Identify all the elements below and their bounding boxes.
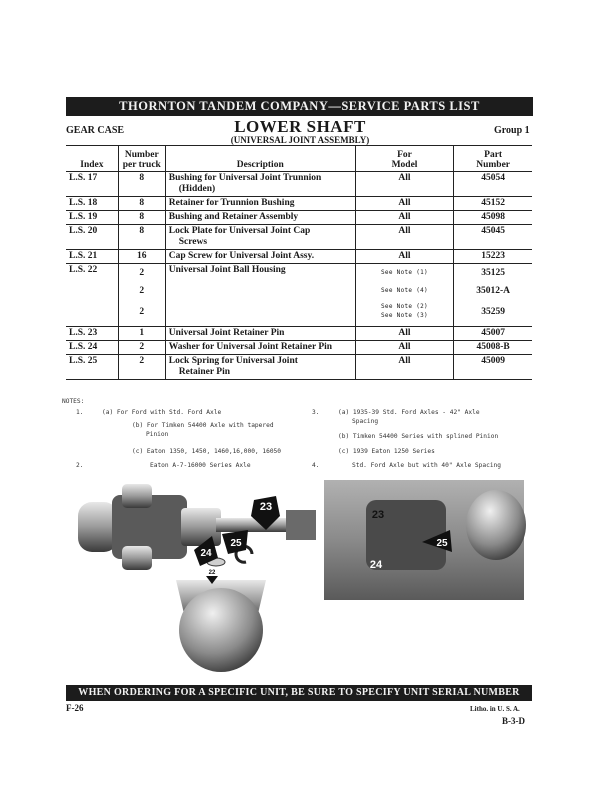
row-description-line: Universal Joint Retainer Pin: [168, 328, 285, 338]
note-text: Std. Ford Axle but with 40" Axle Spacing: [352, 462, 502, 469]
row-number: 2: [118, 355, 165, 380]
table-row: [66, 250, 532, 264]
row-number: 2: [139, 268, 145, 278]
table-row: [66, 172, 532, 197]
row-index: L.S. 18: [66, 197, 118, 211]
note-text: (b) Timken 54400 Series with splined Pinion: [338, 433, 499, 440]
section-label: GEAR CASE: [66, 125, 125, 136]
table-row: [66, 341, 532, 355]
col-number: Number per truck: [118, 146, 165, 172]
table-row: [66, 225, 532, 250]
row-part: 45009: [454, 355, 532, 380]
col-part: Part Number: [454, 146, 532, 172]
title-banner: THORNTON TANDEM COMPANY—SERVICE PARTS LIST: [66, 97, 533, 116]
row-index: L.S. 25: [66, 355, 118, 380]
row-model: See Note (1): [381, 269, 428, 276]
row-description-line: Lock Spring for Universal Joint: [168, 356, 298, 366]
note-number: 2.: [76, 462, 84, 469]
row-model: All: [355, 172, 454, 197]
row-model: See Note (2): [381, 303, 428, 310]
row-description-line: Bushing for Universal Joint Trunnion: [168, 173, 322, 183]
row-number: 8: [118, 211, 165, 225]
row-part: 35012-A: [476, 286, 511, 296]
row-model: All: [355, 327, 454, 341]
row-number: 8: [118, 225, 165, 250]
note-text: Eaton A-7-16000 Series Axle: [150, 462, 251, 469]
col-model: For Model: [355, 146, 454, 172]
exploded-joint-image: [78, 484, 316, 672]
row-number: 8: [118, 172, 165, 197]
row-index: L.S. 22: [66, 264, 118, 327]
row-index: L.S. 19: [66, 211, 118, 225]
row-model: See Note (4): [381, 287, 428, 294]
footer-banner: WHEN ORDERING FOR A SPECIFIC UNIT, BE SURE TO SPECIFY UNIT SERIAL NUMBER: [66, 685, 532, 701]
parts-table: [66, 145, 532, 380]
row-model: See Note (3): [381, 312, 428, 319]
col-index: Index: [66, 146, 118, 172]
callout-25: [222, 530, 248, 554]
row-description: [165, 341, 355, 355]
row-description-line: Cap Screw for Universal Joint Assy.: [168, 251, 315, 261]
note-number: 1.: [76, 409, 84, 416]
row-part: 45008-B: [454, 341, 532, 355]
svg-text:25: 25: [230, 538, 242, 549]
svg-text:22: 22: [208, 570, 216, 576]
row-model: All: [355, 225, 454, 250]
row-description: [165, 327, 355, 341]
note-text: (b) For Timken 54400 Axle with tapered: [132, 422, 274, 429]
note-text: (a) 1935-39 Std. Ford Axles - 42" Axle: [338, 409, 480, 416]
callout-23b: [372, 509, 384, 521]
svg-text:24: 24: [369, 559, 383, 571]
row-number: 2: [139, 307, 145, 317]
doc-code: B-3-D: [502, 716, 525, 726]
row-description: [165, 355, 355, 380]
row-part: 35259: [481, 307, 505, 317]
row-description-line: Retainer for Trunnion Bushing: [168, 198, 295, 208]
note-text: Spacing: [352, 418, 379, 425]
table-row: [66, 355, 532, 380]
table-row: [66, 197, 532, 211]
row-description: [165, 211, 355, 225]
note-text: Pinion: [146, 431, 169, 438]
note-text: (a) For Ford with Std. Ford Axle: [102, 409, 222, 416]
row-number: 8: [118, 197, 165, 211]
table-row: [66, 211, 532, 225]
svg-text:24: 24: [200, 548, 212, 559]
row-description: [165, 197, 355, 211]
litho-note: Litho. in U. S. A.: [470, 705, 520, 713]
row-description-line: (Hidden): [178, 184, 216, 194]
row-number: 2: [139, 286, 145, 296]
row-index: L.S. 17: [66, 172, 118, 197]
row-index: L.S. 20: [66, 225, 118, 250]
row-description: Universal Joint Ball Housing: [165, 264, 355, 327]
row-model: All: [355, 250, 454, 264]
row-part: 45054: [454, 172, 532, 197]
row-number: 1: [118, 327, 165, 341]
row-model: All: [355, 211, 454, 225]
table-row-ls22: [66, 264, 532, 327]
row-description: [165, 172, 355, 197]
row-index: L.S. 23: [66, 327, 118, 341]
svg-text:25: 25: [436, 538, 448, 549]
row-description-line: Screws: [178, 237, 208, 247]
installed-joint-image: [324, 480, 526, 600]
row-description-line: Lock Plate for Universal Joint Cap: [168, 226, 311, 236]
row-part: 15223: [454, 250, 532, 264]
page-subtitle: (UNIVERSAL JOINT ASSEMBLY): [230, 135, 370, 145]
col-description: Description: [165, 146, 355, 172]
row-model: All: [355, 355, 454, 380]
row-description-line: Bushing and Retainer Assembly: [168, 212, 299, 222]
svg-text:23: 23: [259, 501, 273, 513]
row-model: All: [355, 197, 454, 211]
row-part: 45098: [454, 211, 532, 225]
row-part: 45152: [454, 197, 532, 211]
note-text: (c) 1939 Eaton 1250 Series: [338, 448, 435, 455]
row-description: [165, 250, 355, 264]
row-part: 45045: [454, 225, 532, 250]
row-number: 16: [118, 250, 165, 264]
row-index: L.S. 24: [66, 341, 118, 355]
parts-illustration: [66, 470, 536, 680]
page-title: LOWER SHAFT: [234, 117, 366, 136]
row-number: 2: [118, 341, 165, 355]
table-row: [66, 327, 532, 341]
row-description: [165, 225, 355, 250]
callout-24b: [370, 559, 383, 571]
note-text: (c) Eaton 1350, 1450, 1460,16,000, 16050: [132, 448, 282, 455]
group-label: Group 1: [494, 125, 530, 136]
page-number: F-26: [66, 703, 84, 713]
row-part: 35125: [481, 268, 505, 278]
svg-text:23: 23: [371, 509, 385, 521]
row-part: 45007: [454, 327, 532, 341]
row-description-line: Washer for Universal Joint Retainer Pin: [168, 342, 333, 352]
row-description-line: Retainer Pin: [178, 367, 231, 377]
note-number: 3.: [312, 409, 320, 416]
notes-heading: NOTES:: [62, 398, 85, 405]
row-index: L.S. 21: [66, 250, 118, 264]
note-number: 4.: [312, 462, 320, 469]
row-model: All: [355, 341, 454, 355]
table-header-row: [66, 146, 532, 172]
